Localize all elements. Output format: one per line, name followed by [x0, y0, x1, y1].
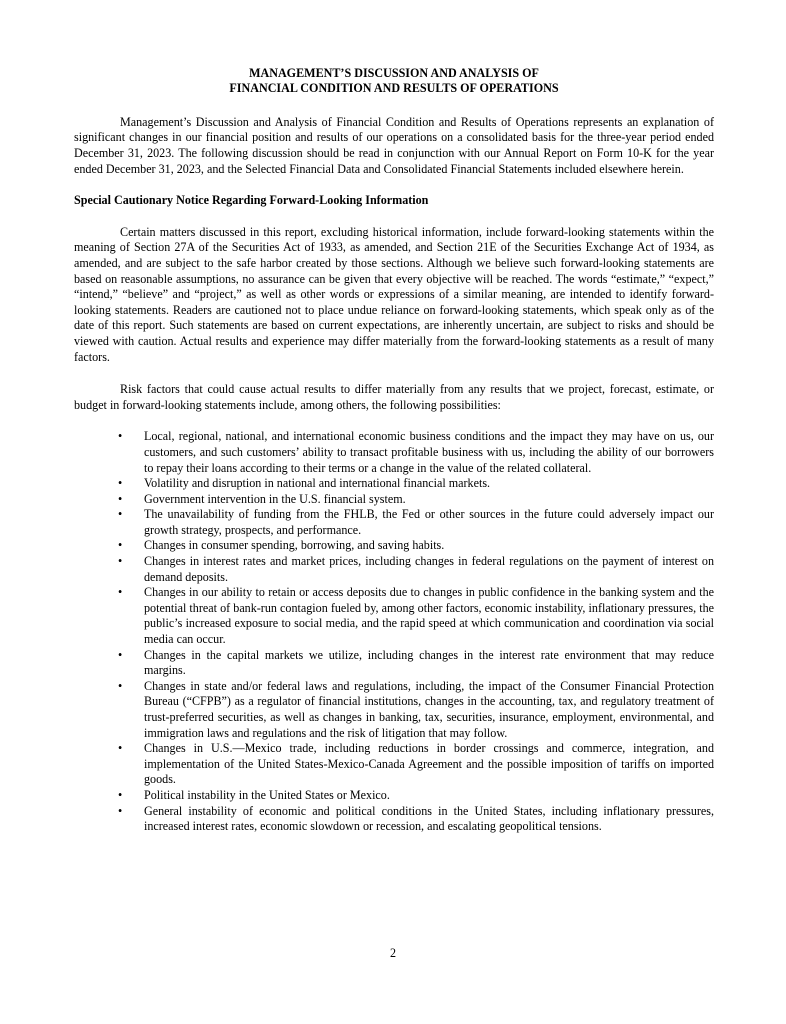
list-item [74, 585, 714, 647]
intro-paragraph: Management’s Discussion and Analysis of Financial Condition and Results of Operations represents an explanation of significant changes in our financial position and results of our operations on a consolidated basis for the three-year period ended December 31, 2023. The following discussion should be read in conjunction with our Annual Report on Form 10-K for the year ended December 31, 2023, and the Selected Financial Data and Consolidated Financial Statements included elsewhere herein. [74, 114, 714, 176]
bullet-icon: • [118, 429, 123, 444]
page-number: 2 [389, 946, 397, 960]
bullet-icon: • [118, 741, 123, 756]
list-item-text: Volatility and disruption in national and international financial markets. [144, 476, 491, 491]
risk-factors-paragraph: Risk factors that could cause actual results to differ materially from any results that we project, forecast, estimate, or budget in forward-looking statements include, among others, the following possibilities: [74, 382, 714, 412]
list-item [74, 492, 714, 508]
list-item [74, 538, 714, 554]
bullet-icon: • [118, 507, 123, 522]
list-item [74, 507, 714, 538]
list-item-text: Changes in the capital markets we utilize, including changes in the interest rate environment that may reduce margins. [144, 647, 714, 678]
bullet-icon: • [118, 491, 123, 506]
list-item-text: Changes in consumer spending, borrowing, and saving habits. [144, 538, 445, 553]
list-item [74, 788, 714, 804]
bullet-icon: • [118, 803, 123, 818]
bullet-icon: • [118, 476, 123, 491]
list-item [74, 648, 714, 679]
list-item-text: General instability of economic and political conditions in the United States, including inflationary pressures, increased interest rates, economic slowdown or recession, and escalating geopolitical tensions. [144, 803, 714, 834]
list-item [74, 429, 714, 476]
section-heading: Special Cautionary Notice Regarding Forward-Looking Information [74, 193, 429, 208]
bullet-icon: • [118, 538, 123, 553]
list-item [74, 741, 714, 788]
list-item [74, 679, 714, 741]
bullet-icon: • [118, 787, 123, 802]
list-item-text: Local, regional, national, and international economic business conditions and the impact they may have on us, our customers, and such customers’ ability to transact profitable business with us, including the ability of our borrowers to repay their loans according to their terms or a change in the value of the related collateral. [144, 429, 714, 475]
bullet-icon: • [118, 678, 123, 693]
list-item [74, 554, 714, 585]
bullet-icon: • [118, 647, 123, 662]
list-item-text: Changes in U.S.—Mexico trade, including reductions in border crossings and commerce, integration, and implementation of the United States-Mexico-Canada Agreement and the possible imposition of tariffs on imported goods. [144, 741, 714, 787]
list-item-text: Changes in interest rates and market prices, including changes in federal regulations on the payment of interest on demand deposits. [144, 554, 714, 584]
bullet-icon: • [118, 585, 123, 600]
list-item-text: Government intervention in the U.S. financial system. [144, 491, 406, 506]
title-line-1: MANAGEMENT’S DISCUSSION AND ANALYSIS OF [249, 66, 539, 80]
cautionary-paragraph: Certain matters discussed in this report, excluding historical information, include forward-looking statements within the meaning of Section 27A of the Securities Act of 1933, as amended, and Section 21E of the Securities Exchange Act of 1934, as amended, and are subject to the safe harbor created by those sections. Although we believe such forward-looking statements are based on reasonable assumptions, no assurance can be given that every objective will be reached. The words “estimate,” “expect,” “intend,” “believe” and “project,” as well as other words or expressions of a similar meaning, are intended to identify forward-looking statements. Readers are cautioned not to place undue reliance on forward-looking statements, which speak only as of the date of this report. Such statements are based on current expectations, are inherently uncertain, are subject to risks and should be viewed with caution. Actual results and experience may differ materially from the forward-looking statements as a result of many factors. [74, 224, 714, 364]
list-item [74, 476, 714, 492]
risk-factors-list [74, 429, 714, 834]
document-page [74, 66, 714, 835]
list-item [74, 804, 714, 835]
page-title [74, 66, 714, 97]
list-item-text: Changes in our ability to retain or access deposits due to changes in public confidence in the banking system and the potential threat of bank-run contagion fueled by, among other factors, economic instability, inflationary pressures, the public’s increased exposure to social media, and the rapid speed at which communication and coordination via social media can occur. [144, 585, 714, 647]
bullet-icon: • [118, 554, 123, 569]
title-line-2: FINANCIAL CONDITION AND RESULTS OF OPERATIONS [229, 81, 559, 96]
list-item-text: The unavailability of funding from the FHLB, the Fed or other sources in the future could adversely impact our growth strategy, prospects, and performance. [144, 507, 714, 537]
list-item-text: Political instability in the United States or Mexico. [144, 787, 390, 802]
list-item-text: Changes in state and/or federal laws and regulations, including, the impact of the Consumer Financial Protection Bureau (“CFPB”) as a regulator of financial institutions, changes in the accounting, tax, and regulatory treatment of trust-preferred securities, as well as changes in banking, tax, securities, insurance, employment, environmental, and immigration laws and regulations and the risk of litigation that may follow. [144, 678, 714, 740]
